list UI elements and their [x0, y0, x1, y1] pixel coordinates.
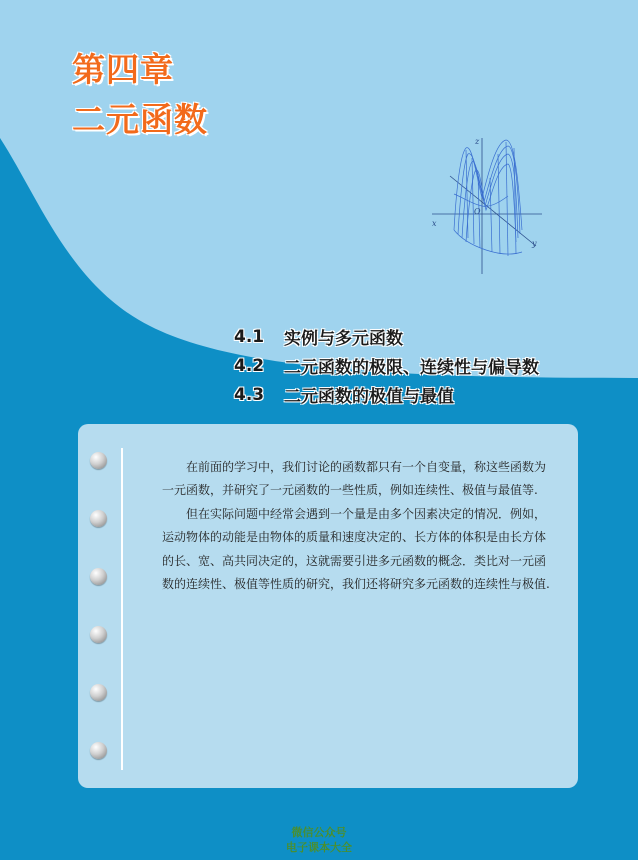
binder-ring-icon — [90, 568, 107, 585]
y-axis-line — [450, 176, 536, 246]
binder-ring-icon — [90, 742, 107, 759]
section-title: 二元函数的极值与最值 — [284, 387, 454, 407]
section-title: 实例与多元函数 — [284, 329, 403, 349]
intro-text — [162, 456, 554, 596]
intro-paragraph: 在前面的学习中，我们讨论的函数都只有一个自变量，称这些函数为一元函数，并研究了一元函数的一些性质，例如连续性、极值与最值等. — [162, 460, 547, 498]
section-item — [234, 380, 539, 409]
binder-ring-icon — [90, 452, 107, 469]
surface-mesh — [454, 140, 522, 256]
section-item — [234, 351, 539, 380]
chapter-title: 二元函数 — [72, 100, 208, 139]
section-number: 4.1 — [234, 326, 265, 347]
origin-label: O — [474, 207, 481, 216]
chapter-number: 第四章 — [72, 50, 174, 89]
binder-ring-icon — [90, 626, 107, 643]
intro-paragraph: 但在实际问题中经常会遇到一个量是由多个因素决定的情况．例如，运动物体的动能是由物体的质量和速度决定的、长方体的体积是由长方体的长、宽、高共同决定的，这就需要引进多元函数的概念．类比对一元函数的连续性、极值等性质的研究，我们还将研究多元函数的连续性与极值. — [162, 506, 550, 592]
section-number: 4.2 — [234, 355, 265, 376]
section-title: 二元函数的极限、连续性与偏导数 — [284, 358, 539, 378]
section-item — [234, 322, 539, 351]
section-list — [234, 322, 539, 409]
z-axis-label: z — [475, 137, 480, 146]
x-axis-label: x — [432, 219, 437, 228]
binder-ring-icon — [90, 510, 107, 527]
section-number: 4.3 — [234, 384, 265, 405]
y-axis-label: y — [532, 239, 537, 248]
footer-line2: 电子课本大全 — [286, 841, 352, 854]
binder-ring-icon — [90, 684, 107, 701]
card-divider-line — [121, 448, 123, 770]
saddle-surface-graph — [428, 134, 546, 280]
footer-line1: 微信公众号 — [291, 826, 347, 839]
